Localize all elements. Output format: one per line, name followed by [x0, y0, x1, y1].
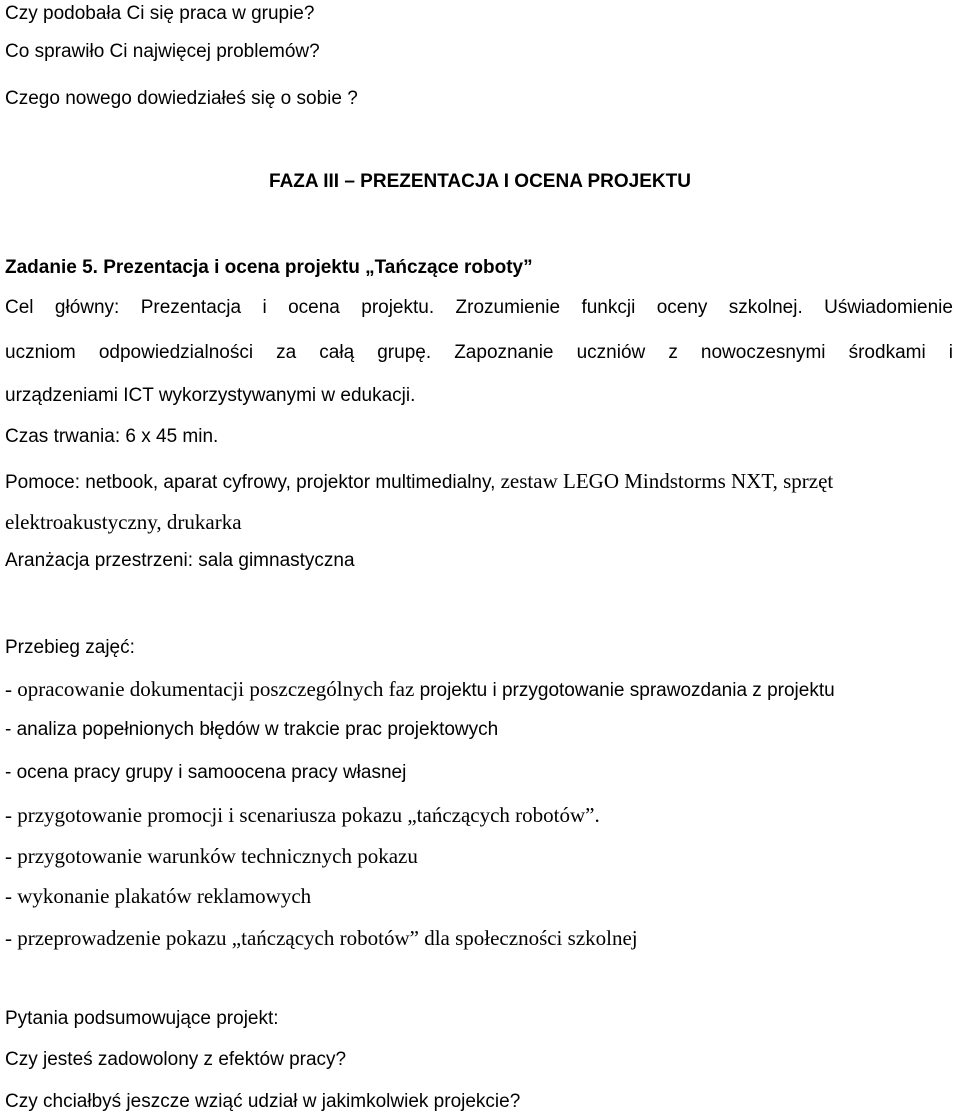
summary-question-participate: Czy chciałbyś jeszcze wziąć udział w jakimkolwiek projekcie?	[5, 1091, 521, 1112]
question-group-work: Czy podobała Ci się praca w grupie?	[5, 3, 315, 24]
course-item-2: - analiza popełnionych błędów w trakcie prac projektowych	[5, 719, 499, 740]
question-problems: Co sprawiło Ci najwięcej problemów?	[5, 41, 320, 62]
course-item-7: - przeprowadzenie pokazu „tańczących robotów” dla społeczności szkolnej	[5, 926, 638, 950]
course-item-6: - wykonanie plakatów reklamowych	[5, 884, 312, 908]
aids-line-2: elektroakustyczny, drukarka	[5, 510, 242, 534]
aids-text-serif: zestaw LEGO Mindstorms NXT, sprzęt	[495, 469, 834, 493]
course-item-3: - ocena pracy grupy i samoocena pracy własnej	[5, 762, 407, 783]
goal-line-1-word: funkcji	[581, 297, 636, 318]
course-item-4: - przygotowanie promocji i scenariusza pokazu „tańczących robotów”.	[5, 803, 600, 827]
course-heading: Przebieg zajęć:	[5, 637, 135, 658]
goal-line-1-word: projektu.	[361, 297, 435, 318]
duration: Czas trwania: 6 x 45 min.	[5, 426, 219, 447]
goal-line-1-word: i	[262, 297, 267, 318]
aids-line-1	[5, 469, 833, 495]
summary-heading: Pytania podsumowujące projekt:	[5, 1008, 279, 1029]
space-arrangement: Aranżacja przestrzeni: sala gimnastyczna	[5, 550, 355, 571]
goal-line-1-word: Cel	[5, 297, 34, 318]
goal-line-1-word: Zrozumienie	[455, 297, 561, 318]
goal-line-1-word: Uświadomienie	[824, 297, 953, 318]
goal-line-3: urządzeniami ICT wykorzystywanymi w edukacji.	[5, 385, 416, 406]
task-title	[5, 256, 533, 280]
summary-question-satisfied: Czy jesteś zadowolony z efektów pracy?	[5, 1049, 347, 1070]
goal-line-1-word: ocena	[288, 297, 340, 318]
goal-line-2: uczniom odpowiedzialności za całą grupę. Zapoznanie uczniów z nowoczesnymi środkami i	[5, 342, 953, 363]
question-self-learning: Czego nowego dowiedziałeś się o sobie ?	[5, 88, 358, 109]
aids-text-sans: Pomoce: netbook, aparat cyfrowy, projektor multimedialny,	[5, 472, 496, 493]
goal-line-1-word: oceny	[656, 297, 708, 318]
task-title-text: Zadanie 5. Prezentacja i ocena projektu „Tańczące roboty”	[5, 257, 533, 278]
phase-heading: FAZA III – PREZENTACJA I OCENA PROJEKTU	[269, 171, 691, 192]
course-item-1-serif: - opracowanie dokumentacji poszczególnych faz	[5, 677, 415, 701]
course-item-5: - przygotowanie warunków technicznych pokazu	[5, 844, 418, 868]
goal-line-1-word: główny:	[54, 297, 120, 318]
course-item-1	[5, 677, 835, 703]
goal-line-1-word: Prezentacja	[140, 297, 242, 318]
goal-line-1	[5, 296, 953, 320]
goal-line-1-word: szkolnej.	[728, 297, 803, 318]
course-item-1-sans: projektu i przygotowanie sprawozdania z projektu	[414, 680, 835, 701]
